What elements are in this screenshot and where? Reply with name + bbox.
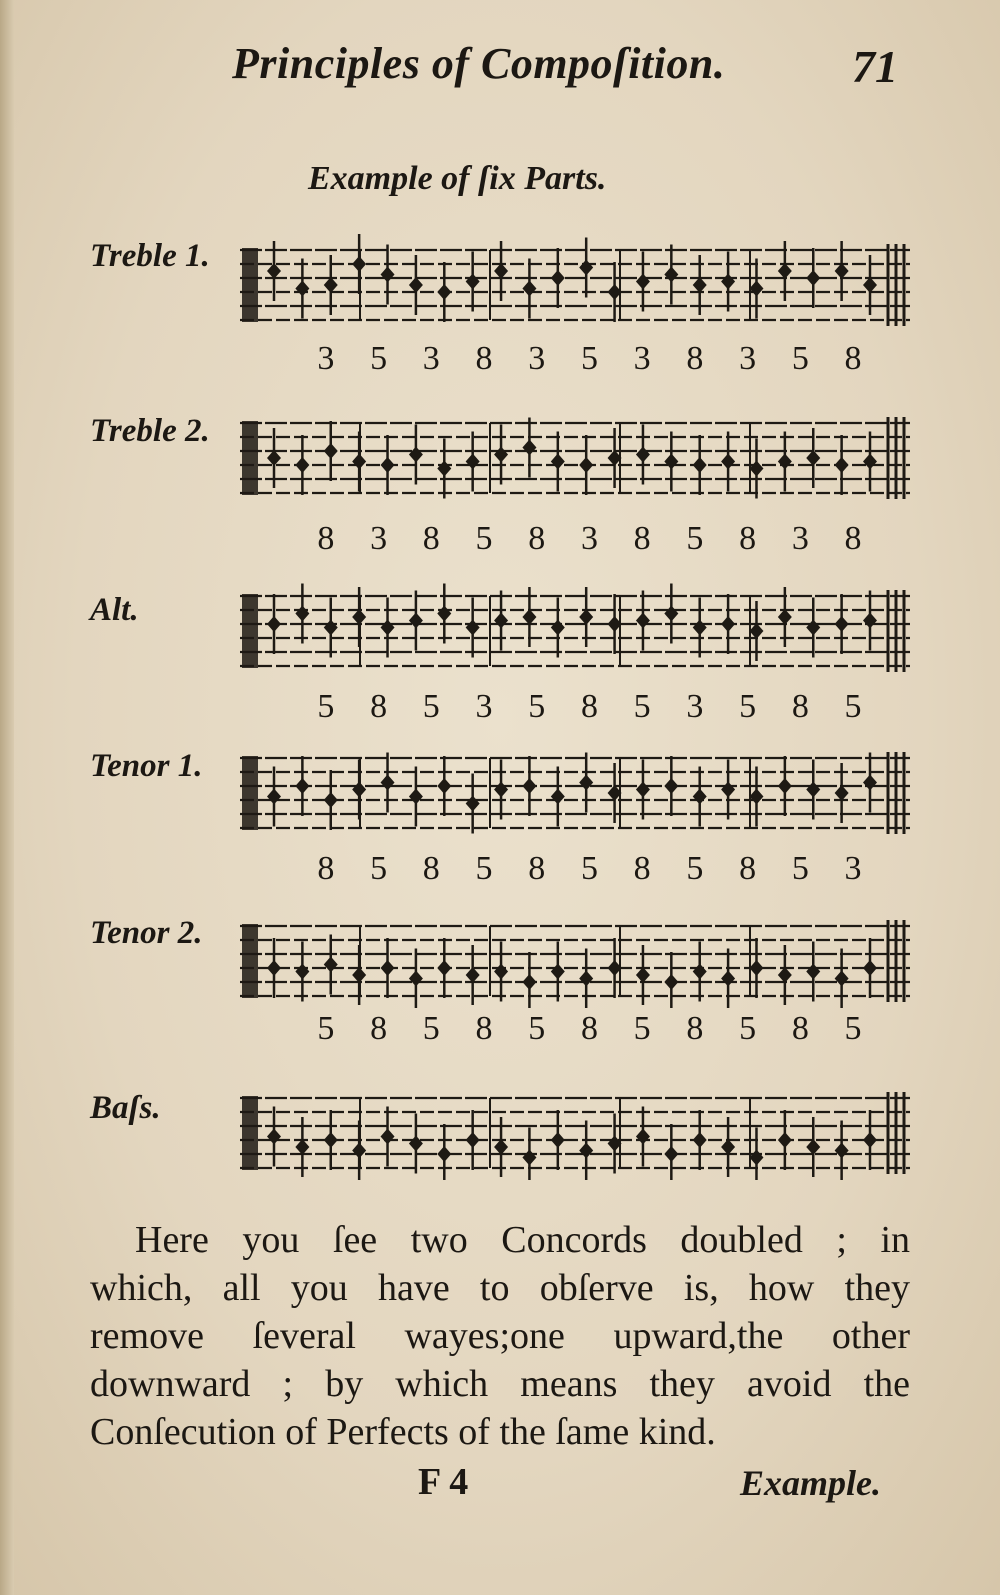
- note-head: [664, 454, 678, 470]
- note-head: [409, 613, 423, 629]
- figure-number: 3: [791, 520, 810, 557]
- note-head: [381, 457, 395, 473]
- note-head: [522, 1150, 536, 1166]
- figure-number: 8: [791, 1010, 810, 1047]
- page-number: 71: [852, 41, 898, 92]
- note-head: [466, 796, 480, 812]
- note-head: [437, 778, 451, 794]
- figure-number: 8: [686, 1010, 705, 1047]
- figure-number: 8: [528, 520, 547, 557]
- note-head: [806, 620, 820, 636]
- note-head: [324, 620, 338, 636]
- figures-tenor-2: [300, 1010, 880, 1048]
- note-head: [806, 450, 820, 466]
- note-head: [636, 1129, 650, 1145]
- note-head: [778, 263, 792, 279]
- figure-number: 5: [633, 688, 652, 725]
- note-head: [324, 957, 338, 973]
- note-head: [806, 964, 820, 980]
- note-head: [494, 964, 508, 980]
- clef-treble: [242, 248, 258, 322]
- note-head: [721, 1139, 735, 1155]
- note-head: [437, 606, 451, 622]
- note-head: [778, 1132, 792, 1148]
- note-head: [835, 457, 849, 473]
- note-head: [381, 620, 395, 636]
- body-line: which, all you have to obſerve is, how they: [90, 1267, 910, 1309]
- body-line: remove ſeveral wayes;one upward,the other: [90, 1315, 910, 1357]
- note-head: [806, 1139, 820, 1155]
- figure-number: 5: [422, 688, 441, 725]
- figure-number: 5: [791, 340, 810, 377]
- part-label-tenor-1: Tenor 1.: [90, 748, 203, 784]
- note-head: [778, 609, 792, 625]
- figure-number: 5: [528, 688, 547, 725]
- note-head: [693, 620, 707, 636]
- note-head: [749, 789, 763, 805]
- figure-number: 5: [580, 340, 599, 377]
- note-head: [749, 960, 763, 976]
- note-head: [863, 775, 877, 791]
- figure-number: 8: [791, 688, 810, 725]
- note-head: [295, 281, 309, 297]
- figure-number: 3: [475, 688, 494, 725]
- figures-treble-1: [300, 340, 880, 378]
- figure-number: 8: [370, 688, 389, 725]
- figure-number: 3: [422, 340, 441, 377]
- note-head: [863, 613, 877, 629]
- note-head: [466, 967, 480, 983]
- note-head: [494, 263, 508, 279]
- figure-number: 8: [844, 340, 863, 377]
- note-head: [835, 785, 849, 801]
- note-head: [324, 792, 338, 808]
- note-head: [522, 974, 536, 990]
- figure-number: 5: [791, 850, 810, 887]
- note-head: [324, 1132, 338, 1148]
- figure-number: 5: [739, 688, 758, 725]
- note-head: [409, 1136, 423, 1152]
- note-head: [721, 454, 735, 470]
- figure-number: 3: [686, 688, 705, 725]
- note-head: [494, 613, 508, 629]
- note-head: [267, 789, 281, 805]
- figure-number: 5: [528, 1010, 547, 1047]
- note-head: [267, 960, 281, 976]
- note-head: [863, 454, 877, 470]
- note-head: [835, 616, 849, 632]
- figure-number: 3: [370, 520, 389, 557]
- note-head: [295, 964, 309, 980]
- note-head: [551, 270, 565, 286]
- example-title: Example of ſix Parts.: [308, 160, 607, 197]
- note-head: [636, 967, 650, 983]
- staff-treble-2: [240, 405, 910, 505]
- figure-number: 5: [739, 1010, 758, 1047]
- note-head: [494, 782, 508, 798]
- note-head: [267, 450, 281, 466]
- clef-alto: [242, 594, 258, 668]
- note-head: [721, 782, 735, 798]
- part-label-treble-2: Treble 2.: [90, 413, 210, 449]
- note-head: [664, 778, 678, 794]
- note-head: [664, 1146, 678, 1162]
- part-label-bass: Baſs.: [90, 1090, 161, 1126]
- note-head: [693, 277, 707, 293]
- note-head: [749, 281, 763, 297]
- figure-number: 8: [580, 1010, 599, 1047]
- page-edge-shadow: [0, 0, 14, 1595]
- note-head: [295, 778, 309, 794]
- clef-tenor: [242, 756, 258, 830]
- figure-number: 5: [370, 850, 389, 887]
- figure-number: 3: [633, 340, 652, 377]
- note-head: [466, 620, 480, 636]
- note-head: [267, 1129, 281, 1145]
- note-head: [381, 960, 395, 976]
- note-head: [636, 782, 650, 798]
- note-head: [664, 974, 678, 990]
- note-head: [778, 454, 792, 470]
- note-head: [494, 447, 508, 463]
- note-head: [579, 260, 593, 276]
- note-head: [352, 609, 366, 625]
- figure-number: 8: [370, 1010, 389, 1047]
- note-head: [295, 457, 309, 473]
- note-head: [579, 1143, 593, 1159]
- figure-number: 8: [844, 520, 863, 557]
- note-head: [551, 620, 565, 636]
- note-head: [806, 782, 820, 798]
- figure-number: 8: [317, 850, 336, 887]
- figure-number: 5: [686, 520, 705, 557]
- figure-number: 8: [475, 340, 494, 377]
- catchword: Example.: [740, 1463, 881, 1503]
- note-head: [721, 616, 735, 632]
- note-head: [636, 274, 650, 290]
- figure-number: 3: [844, 850, 863, 887]
- figure-number: 3: [580, 520, 599, 557]
- staff-tenor-1: [240, 740, 910, 840]
- note-head: [579, 775, 593, 791]
- note-head: [749, 623, 763, 639]
- clef-tenor: [242, 924, 258, 998]
- figure-number: 5: [844, 1010, 863, 1047]
- note-head: [522, 609, 536, 625]
- note-head: [352, 967, 366, 983]
- note-head: [778, 778, 792, 794]
- note-head: [636, 447, 650, 463]
- body-line: Conſecution of Perfects of the ſame kind.: [90, 1411, 716, 1453]
- note-head: [352, 256, 366, 272]
- figure-number: 5: [475, 850, 494, 887]
- part-label-alt: Alt.: [90, 592, 139, 628]
- body-line: Here you ſee two Concords doubled ; in: [135, 1219, 910, 1261]
- note-head: [522, 778, 536, 794]
- figure-number: 8: [739, 850, 758, 887]
- note-head: [267, 616, 281, 632]
- figure-number: 8: [475, 1010, 494, 1047]
- figure-number: 8: [317, 520, 336, 557]
- figure-number: 8: [633, 520, 652, 557]
- figure-number: 5: [317, 688, 336, 725]
- note-head: [551, 789, 565, 805]
- note-head: [693, 457, 707, 473]
- figure-number: 5: [580, 850, 599, 887]
- figure-number: 8: [739, 520, 758, 557]
- figure-number: 5: [317, 1010, 336, 1047]
- body-line: downward ; by which means they avoid the: [90, 1363, 910, 1405]
- note-head: [409, 277, 423, 293]
- clef-bass: [242, 1096, 258, 1170]
- body-paragraph: [90, 1216, 910, 1456]
- note-head: [579, 609, 593, 625]
- note-head: [381, 267, 395, 283]
- note-head: [693, 964, 707, 980]
- note-head: [579, 971, 593, 987]
- figure-number: 3: [317, 340, 336, 377]
- figure-number: 8: [528, 850, 547, 887]
- note-head: [551, 1132, 565, 1148]
- figure-number: 5: [422, 1010, 441, 1047]
- note-head: [437, 1146, 451, 1162]
- note-head: [381, 1129, 395, 1145]
- figures-alt: [300, 688, 880, 726]
- note-head: [551, 454, 565, 470]
- note-head: [409, 971, 423, 987]
- note-head: [835, 971, 849, 987]
- note-head: [749, 461, 763, 477]
- figure-number: 5: [475, 520, 494, 557]
- running-title: Principles of Compoſition.: [232, 39, 726, 88]
- note-head: [352, 782, 366, 798]
- figures-treble-2: [300, 520, 880, 558]
- note-head: [437, 461, 451, 477]
- note-head: [409, 789, 423, 805]
- figure-number: 8: [422, 850, 441, 887]
- note-head: [721, 274, 735, 290]
- note-head: [551, 964, 565, 980]
- note-head: [352, 1143, 366, 1159]
- figure-number: 5: [686, 850, 705, 887]
- note-head: [835, 1143, 849, 1159]
- note-head: [636, 613, 650, 629]
- note-head: [522, 440, 536, 456]
- note-head: [324, 443, 338, 459]
- staff-tenor-2: [240, 908, 910, 1008]
- figure-number: 3: [528, 340, 547, 377]
- note-head: [835, 263, 849, 279]
- note-head: [466, 274, 480, 290]
- part-label-tenor-2: Tenor 2.: [90, 915, 203, 951]
- note-head: [806, 270, 820, 286]
- figure-number: 8: [580, 688, 599, 725]
- clef-treble: [242, 421, 258, 495]
- note-head: [664, 267, 678, 283]
- note-head: [466, 1132, 480, 1148]
- note-head: [863, 960, 877, 976]
- note-head: [522, 281, 536, 297]
- staff-treble-1: [240, 232, 910, 332]
- note-head: [437, 284, 451, 300]
- figures-tenor-1: [300, 850, 880, 888]
- figure-number: 8: [686, 340, 705, 377]
- note-head: [437, 960, 451, 976]
- note-head: [863, 1132, 877, 1148]
- staff-bass: [240, 1080, 910, 1180]
- figure-number: 5: [844, 688, 863, 725]
- figure-number: 8: [422, 520, 441, 557]
- staff-alt: [240, 578, 910, 678]
- part-label-treble-1: Treble 1.: [90, 238, 210, 274]
- note-head: [409, 447, 423, 463]
- note-head: [494, 1139, 508, 1155]
- note-head: [863, 277, 877, 293]
- figure-number: 5: [370, 340, 389, 377]
- note-head: [466, 454, 480, 470]
- signature-mark: F 4: [418, 1461, 469, 1503]
- note-head: [778, 967, 792, 983]
- note-head: [693, 789, 707, 805]
- note-head: [579, 457, 593, 473]
- note-head: [721, 971, 735, 987]
- figure-number: 5: [633, 1010, 652, 1047]
- note-head: [267, 263, 281, 279]
- note-head: [324, 277, 338, 293]
- figure-number: 3: [739, 340, 758, 377]
- note-head: [295, 1139, 309, 1155]
- note-head: [749, 1150, 763, 1166]
- note-head: [664, 606, 678, 622]
- figure-number: 8: [633, 850, 652, 887]
- note-head: [381, 775, 395, 791]
- note-head: [352, 454, 366, 470]
- note-head: [295, 606, 309, 622]
- note-head: [693, 1132, 707, 1148]
